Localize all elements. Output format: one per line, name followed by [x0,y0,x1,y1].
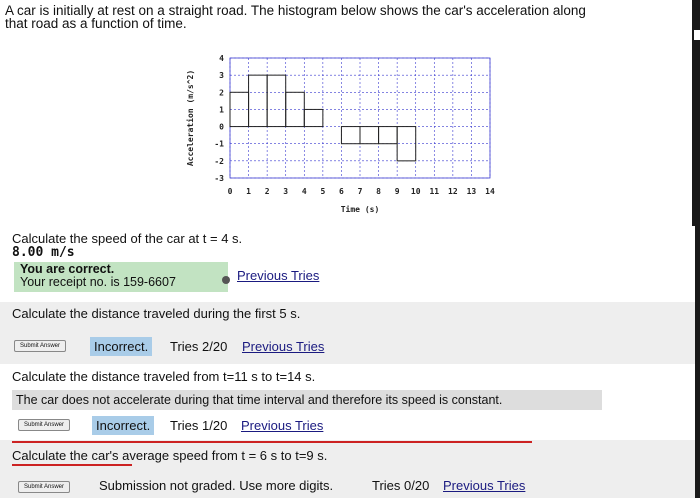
x-tick-label: 13 [466,187,477,196]
q1-previous-tries-link[interactable]: Previous Tries [237,268,320,283]
q4-top-red-line [12,441,532,443]
x-tick-label: 1 [246,187,251,196]
histogram-bar [341,127,360,144]
y-tick-label: -1 [214,139,224,149]
y-tick-label: 1 [219,105,224,115]
x-tick-label: 2 [264,187,270,196]
x-tick-label: 3 [283,187,289,196]
y-tick-label: 2 [219,88,224,98]
q3-tries-count: Tries 1/20 [170,418,228,433]
q4-mid-red-line [12,464,132,466]
y-tick-label: 3 [219,71,224,81]
question-2-text: Calculate the distance traveled during the first 5 s. [12,306,301,321]
q4-status-text: Submission not graded. Use more digits. [99,478,334,493]
y-tick-label: 0 [219,122,224,132]
question-1-text: Calculate the speed of the car at t = 4 s. [12,231,243,246]
window-edge-notch [694,30,700,40]
x-tick-label: 12 [448,187,458,196]
q2-submit-button[interactable]: Submit Answer [14,340,66,352]
y-tick-label: 4 [219,54,224,63]
correct-status: You are correct. [20,262,115,276]
intro-line-2: that road as a function of time. [5,16,187,31]
receipt-number: Your receipt no. is 159-6607 [20,275,176,289]
x-tick-label: 9 [394,187,400,196]
q4-previous-tries-link[interactable]: Previous Tries [443,478,526,493]
y-axis-label: Acceleration (m/s^2) [186,69,195,167]
x-tick-label: 6 [339,187,344,196]
q3-feedback-text: The car does not accelerate during that time interval and therefore its speed is constant. [16,393,503,407]
problem-intro [5,4,685,30]
q2-tries-count: Tries 2/20 [170,339,228,354]
histogram-bar [249,75,268,126]
question-3-text: Calculate the distance traveled from t=11 s to t=14 s. [12,369,316,384]
intro-line-1: A car is initially at rest on a straight road. The histogram below shows the car's acceleration along [5,3,586,18]
x-tick-label: 4 [301,187,307,196]
x-axis-label: Time (s) [340,205,380,214]
x-tick-label: 5 [320,187,326,196]
histogram-bar [360,127,379,144]
x-tick-label: 0 [227,187,233,196]
x-tick-label: 14 [485,187,495,196]
q3-previous-tries-link[interactable]: Previous Tries [241,418,324,433]
q3-incorrect-badge: Incorrect. [92,416,154,435]
q4-tries-count: Tries 0/20 [372,478,430,493]
x-tick-label: 11 [429,187,440,196]
y-tick-label: -3 [214,174,224,183]
x-tick-label: 10 [410,187,421,196]
q2-incorrect-badge: Incorrect. [90,337,152,356]
histogram-bar [267,75,286,126]
q4-submit-button[interactable]: Submit Answer [18,481,70,493]
x-tick-label: 7 [357,187,363,196]
histogram-bar [379,127,398,144]
q3-submit-button[interactable]: Submit Answer [18,419,70,431]
q3-feedback-notice [12,390,602,410]
acceleration-histogram [180,44,500,214]
info-icon[interactable] [222,276,230,284]
correct-feedback-box [14,262,228,292]
question-1-answer: 8.00 m/s [12,245,75,260]
histogram-bar [304,109,323,126]
q2-previous-tries-link[interactable]: Previous Tries [242,339,325,354]
y-tick-label: -2 [214,156,224,166]
question-4-text: Calculate the car's average speed from t = 6 s to t=9 s. [12,448,328,463]
histogram-svg [180,44,500,214]
x-tick-label: 8 [376,187,381,196]
